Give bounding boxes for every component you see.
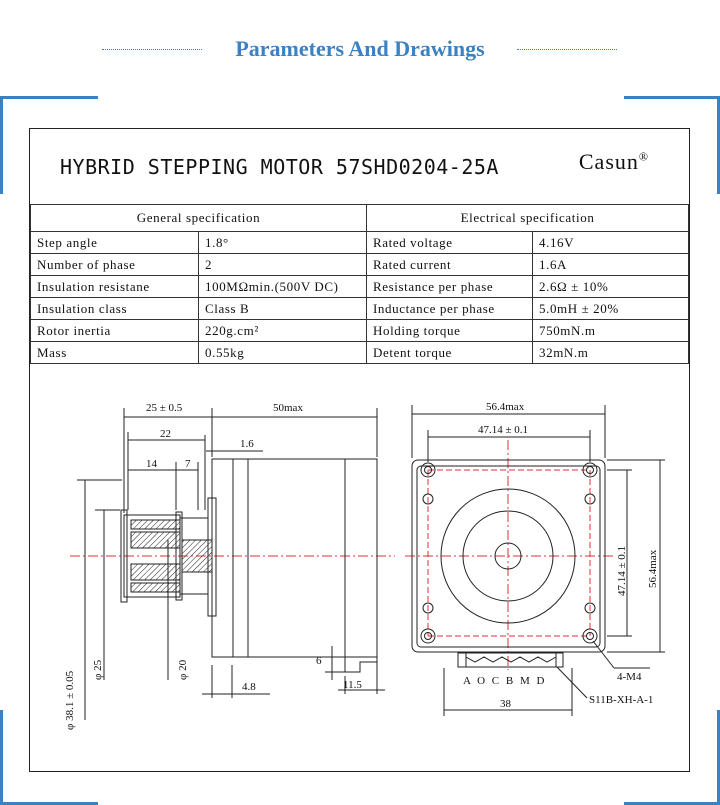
general-label: Mass	[31, 342, 199, 364]
dim-56-4-top: 56.4max	[486, 401, 525, 413]
general-value: 0.55kg	[199, 342, 367, 364]
dim-25: 25 ± 0.5	[146, 402, 183, 414]
general-label: Rotor inertia	[31, 320, 199, 342]
brand-mark: ®	[638, 149, 649, 164]
general-label: Insulation resistane	[31, 276, 199, 298]
connector-pins: A O C B M D	[463, 675, 547, 687]
general-label: Step angle	[31, 232, 199, 254]
electrical-value: 2.6Ω ± 10%	[533, 276, 689, 298]
side-view	[70, 408, 395, 720]
electrical-label: Rated current	[367, 254, 533, 276]
electrical-spec-heading: Electrical specification	[367, 205, 689, 232]
connector-label: S11B-XH-A-1	[589, 694, 654, 706]
dim-7: 7	[185, 458, 191, 470]
electrical-label: Inductance per phase	[367, 298, 533, 320]
electrical-label: Holding torque	[367, 320, 533, 342]
dim-11-5: 11.5	[343, 679, 362, 691]
electrical-label: Resistance per phase	[367, 276, 533, 298]
general-label: Insulation class	[31, 298, 199, 320]
dim-56-4-side: 56.4max	[647, 549, 659, 588]
dim-14: 14	[146, 458, 157, 470]
dim-38: 38	[500, 698, 511, 710]
general-value: 220g.cm²	[199, 320, 367, 342]
general-value: 2	[199, 254, 367, 276]
dim-1-6: 1.6	[240, 438, 254, 450]
dim-22: 22	[160, 428, 171, 440]
electrical-value: 4.16V	[533, 232, 689, 254]
holes-label: 4-M4	[617, 671, 642, 683]
general-value: 100MΩmin.(500V DC)	[199, 276, 367, 298]
brand-name: Casun	[578, 149, 639, 174]
section-title: Parameters And Drawings	[235, 36, 485, 61]
dim-47-14-side: 47.14 ± 0.1	[616, 545, 628, 596]
dim-50max: 50max	[273, 402, 303, 414]
electrical-value: 750mN.m	[533, 320, 689, 342]
dim-47-14-top: 47.14 ± 0.1	[478, 424, 529, 436]
front-view-labels	[463, 401, 659, 710]
general-value: 1.8°	[199, 232, 367, 254]
electrical-value: 32mN.m	[533, 342, 689, 364]
electrical-label: Rated voltage	[367, 232, 533, 254]
dim-4-8: 4.8	[242, 681, 256, 693]
dia-25: φ 25	[92, 659, 104, 680]
electrical-value: 5.0mH ± 20%	[533, 298, 689, 320]
dia-20: φ 20	[177, 659, 189, 680]
general-label: Number of phase	[31, 254, 199, 276]
electrical-label: Detent torque	[367, 342, 533, 364]
dia-38-1: φ 38.1 ± 0.05	[64, 670, 76, 730]
general-spec-heading: General specification	[31, 205, 367, 232]
sheet-title: HYBRID STEPPING MOTOR 57SHD0204-25A	[60, 155, 499, 179]
electrical-value: 1.6A	[533, 254, 689, 276]
dim-6: 6	[316, 655, 322, 667]
general-value: Class B	[199, 298, 367, 320]
